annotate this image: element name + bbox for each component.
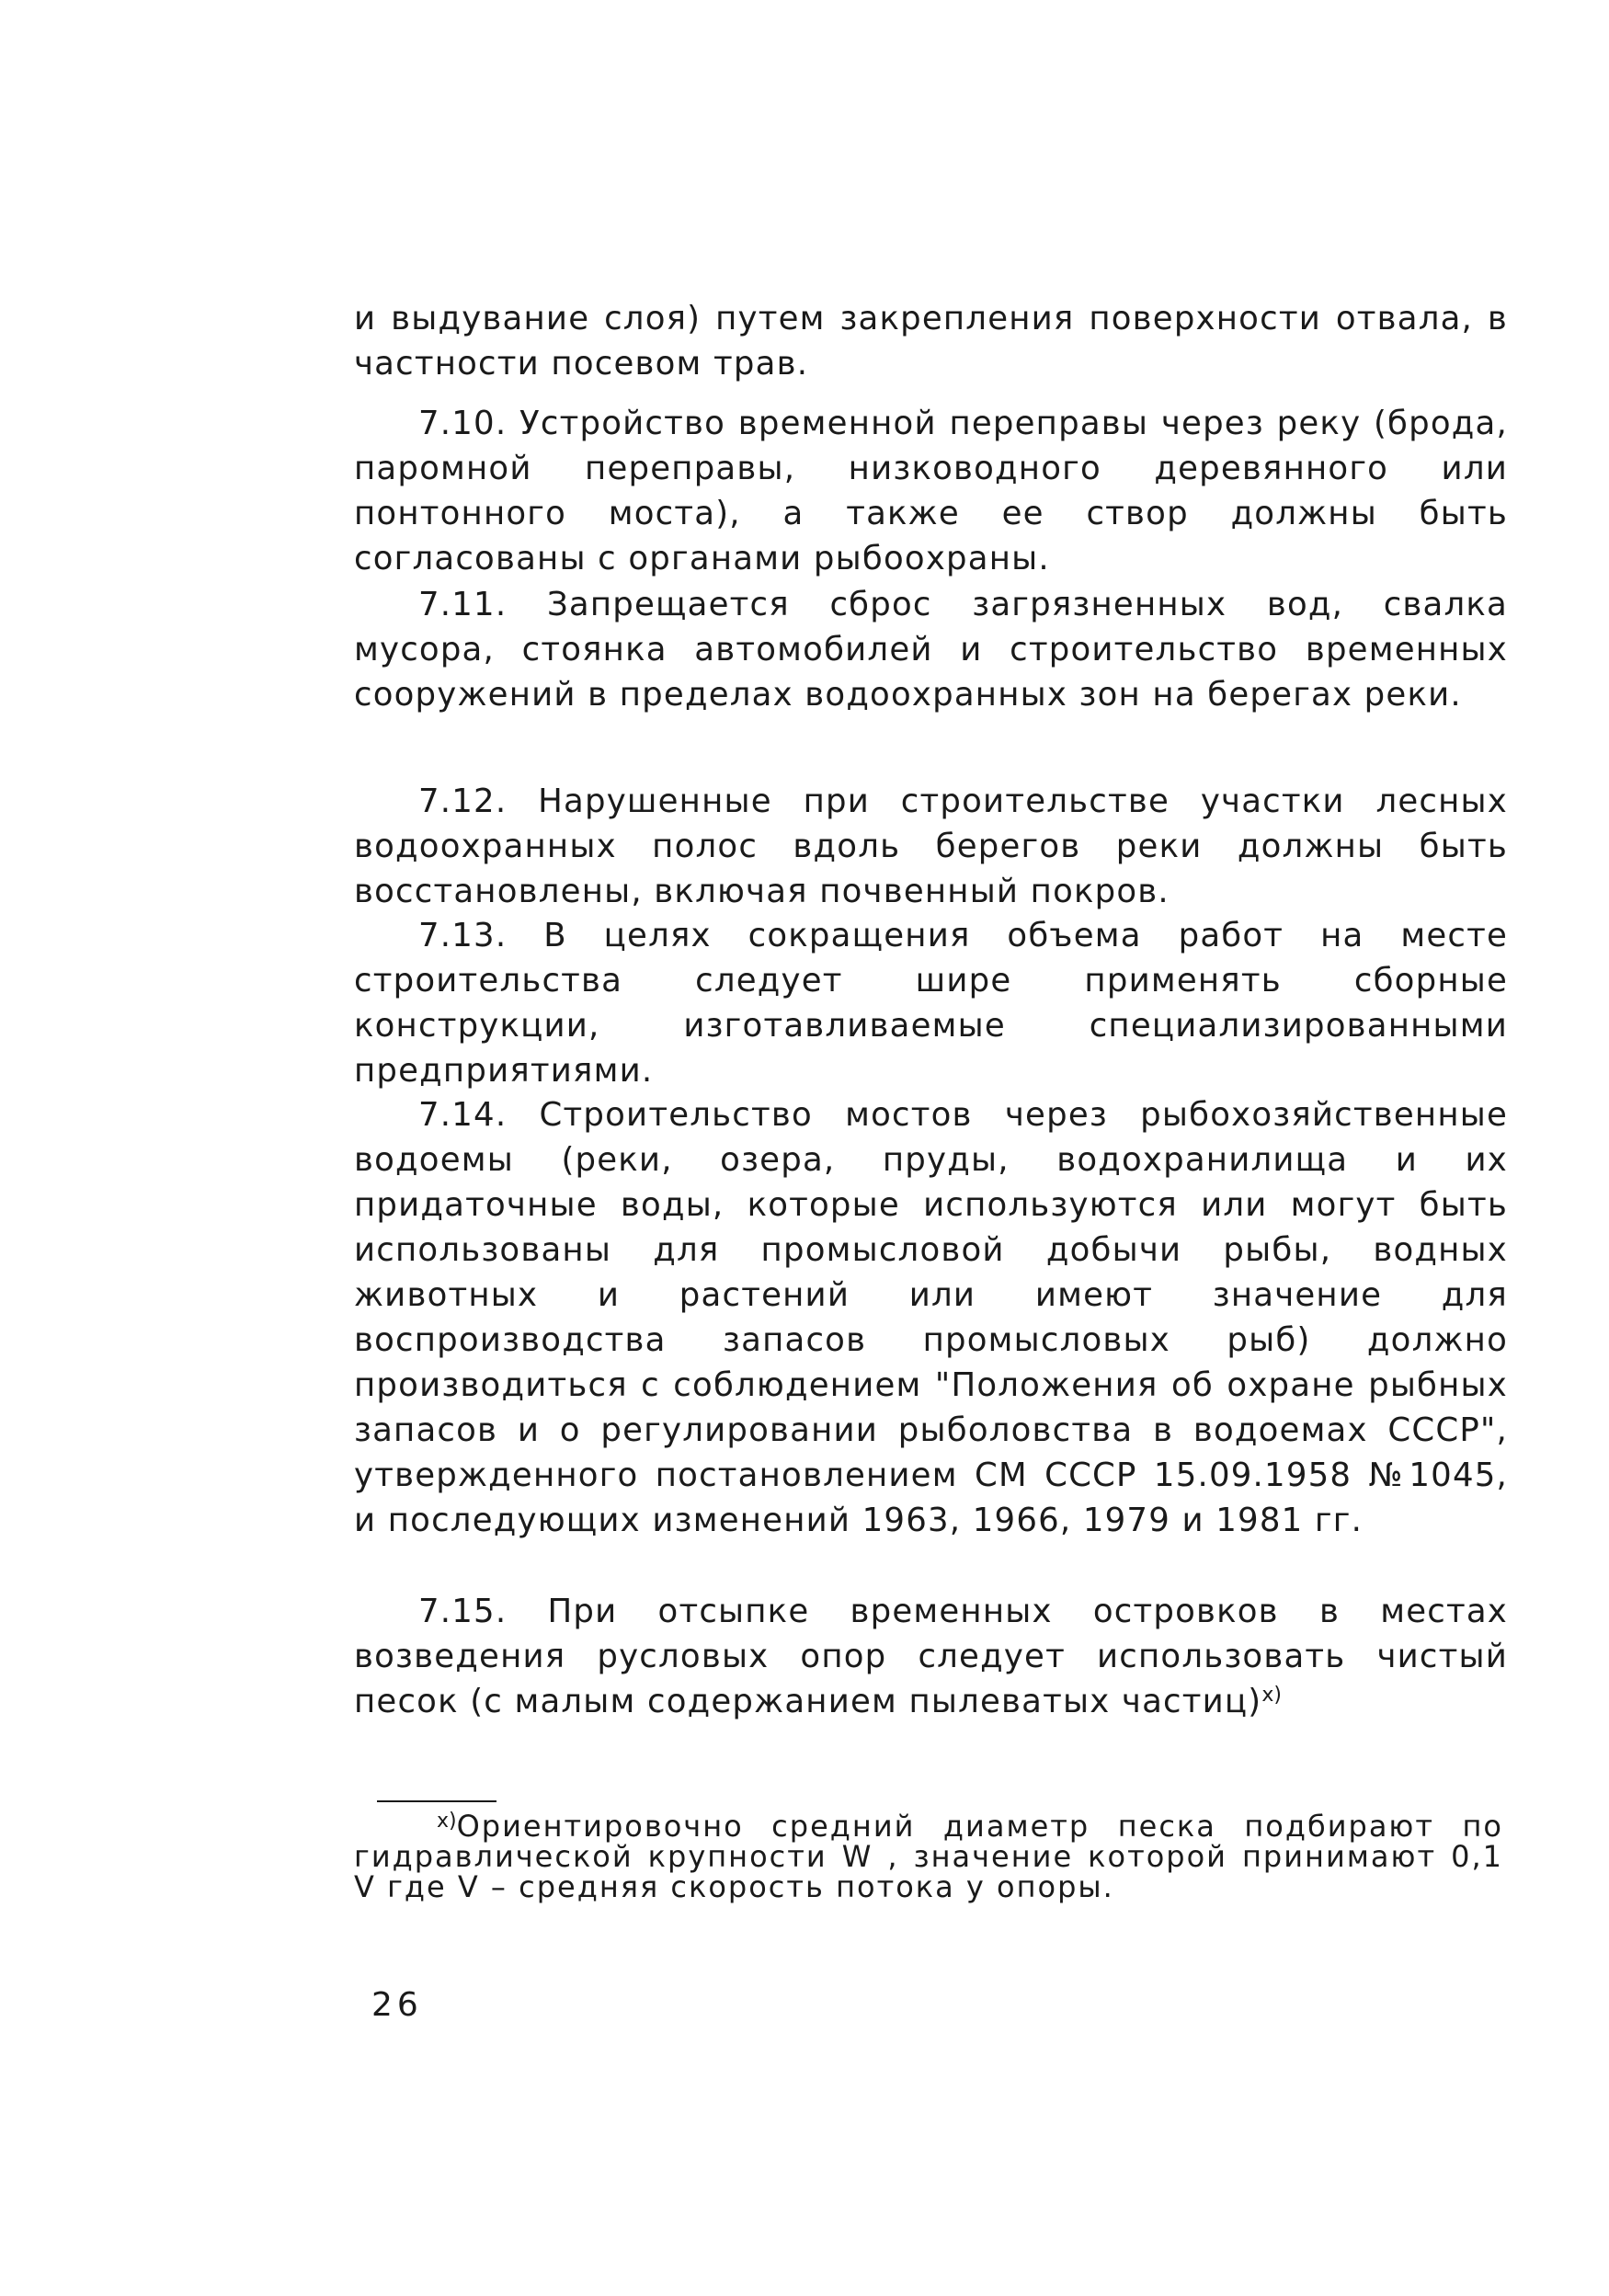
footnote-separator bbox=[377, 1800, 496, 1802]
footnote: x)Ориентировочно средний диаметр песка подбирают по гидравлической крупности W , значение которой принимают 0,1 V где V – средняя скорость потока у опоры. bbox=[354, 1809, 1503, 1904]
paragraph-continuation: и выдувание слоя) путем закрепления поверхности отвала, в частности посевом трав. bbox=[354, 300, 1508, 383]
paragraph-7-15 bbox=[354, 1589, 1508, 1724]
paragraph-7-13: 7.13. В целях сокращения объема работ на месте строительства следует шире применять сборные конструкции, изготавливаемые специализированными предприятиями. bbox=[354, 917, 1508, 1090]
page-number: 26 bbox=[371, 1986, 423, 2024]
paragraph-7-12: 7.12. Нарушенные при строительстве участки лесных водоохранных полос вдоль берегов реки должны быть восстановлены, включая почвенный покров. bbox=[354, 782, 1508, 910]
footnote-reference: x) bbox=[1261, 1684, 1282, 1707]
footnote-text: Ориентировочно средний диаметр песка подбирают по гидравлической крупности W , значение которой принимают 0,1 V где V – средняя скорость потока у опоры. bbox=[354, 1809, 1503, 1904]
paragraph-7-14: 7.14. Строительство мостов через рыбохозяйственные водоемы (реки, озера, пруды, водохранилища и их придаточные воды, которые используются или могут быть использованы для промысловой добычи рыбы, водных животных и растений или имеют значение для воспроизводства запасов промысловых рыб) должно производиться с соблюдением "Положения об охране рыбных запасов и о регулировании рыболовства в водоемах СССР", утвержденного постановлением СМ СССР 15.09.1958 №1045, и последующих изменений 1963, 1966, 1979 и 1981 гг. bbox=[354, 1096, 1508, 1539]
paragraph-7-15-text: 7.15. При отсыпке временных островков в местах возведения русловых опор следует использовать чистый песок (с малым содержанием пылеватых частиц) bbox=[354, 1593, 1508, 1720]
paragraph-7-10: 7.10. Устройство временной переправы через реку (брода, паромной переправы, низководного деревянного или понтонного моста), а также ее створ должны быть согласованы с органами рыбоохраны. bbox=[354, 405, 1508, 577]
paragraph-7-11: 7.11. Запрещается сброс загрязненных вод, свалка мусора, стоянка автомобилей и строительство временных сооружений в пределах водоохранных зон на берегах реки. bbox=[354, 586, 1508, 714]
